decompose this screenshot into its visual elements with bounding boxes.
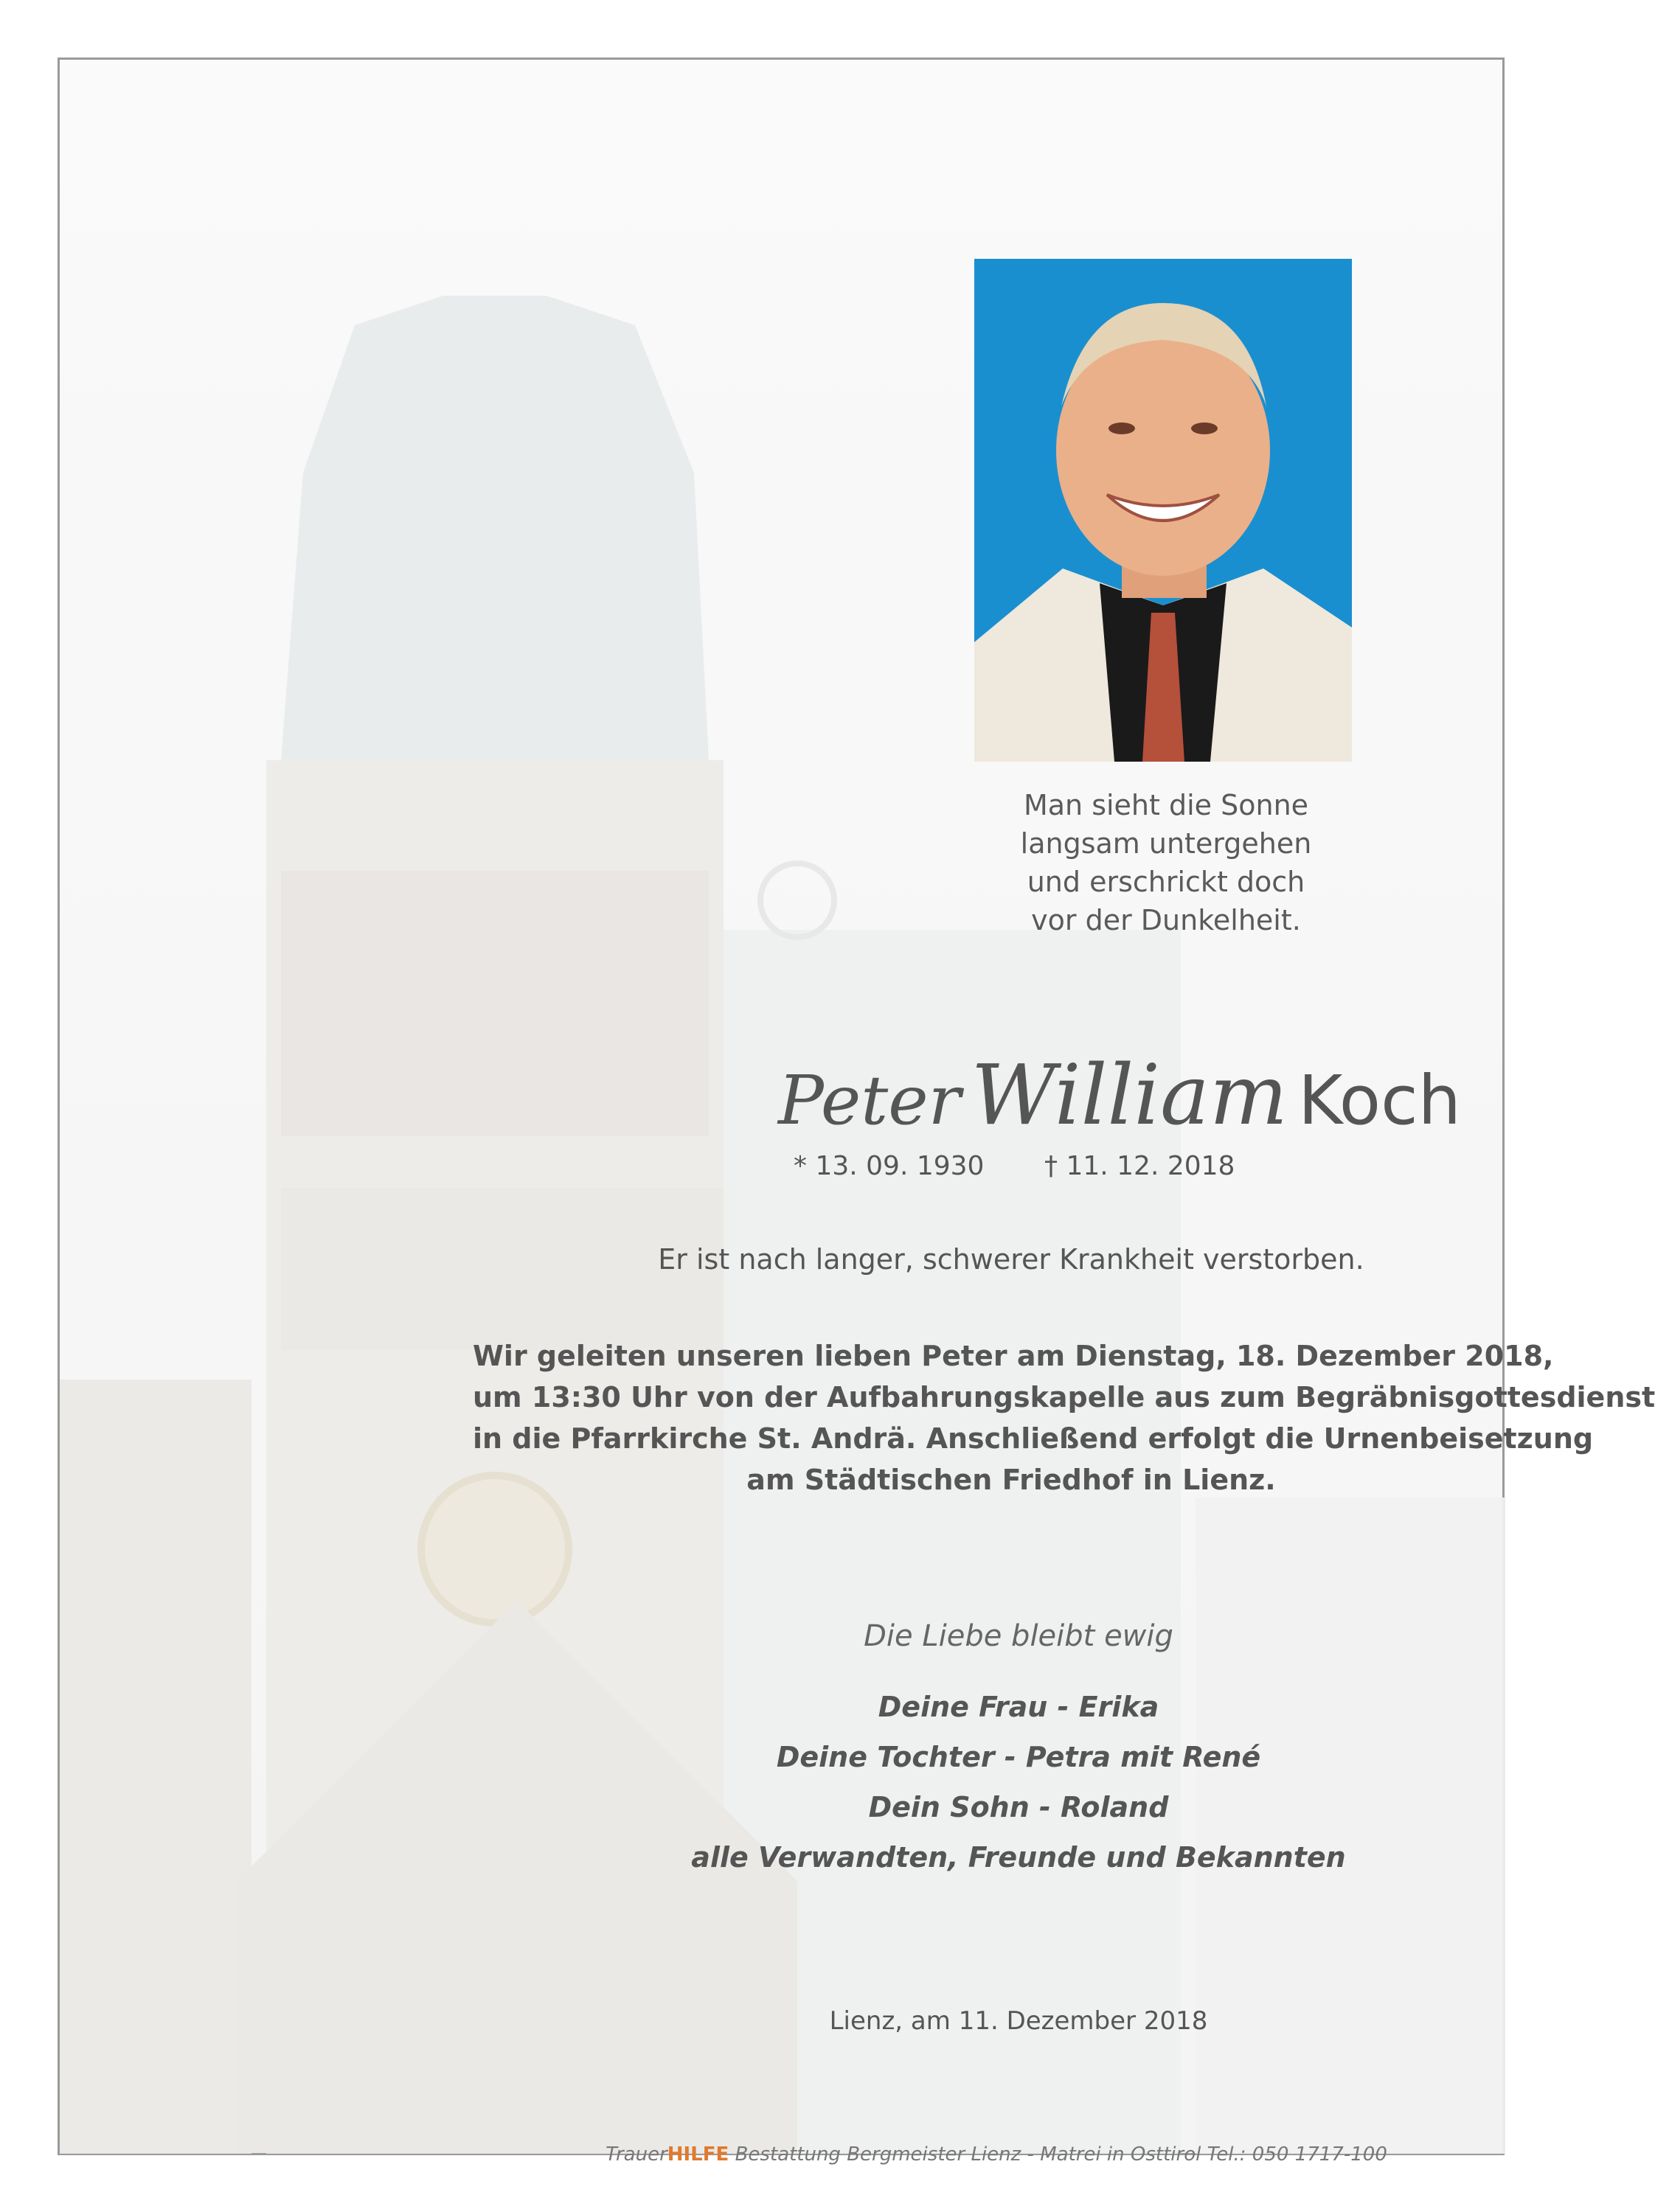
last-name: Koch xyxy=(1298,1061,1461,1140)
footer-prefix: Trauer xyxy=(606,2143,667,2166)
obituary-frame xyxy=(58,58,1655,2166)
poem xyxy=(930,786,1402,939)
mourner-line: Deine Tochter - Petra mit René xyxy=(776,1741,1261,1773)
deceased-name xyxy=(576,1048,1461,1144)
funeral-line: um 13:30 Uhr von der Aufbahrungskapelle aus zum Begräbnisgottesdienst xyxy=(473,1381,1655,1413)
portrait-photo xyxy=(974,259,1352,762)
death-date: † 11. 12. 2018 xyxy=(1044,1151,1235,1181)
footer-text: Bestattung Bergmeister Lienz - Matrei in Osttirol Tel.: 050 1717-100 xyxy=(729,2143,1387,2166)
middle-name: William xyxy=(971,1048,1288,1144)
mourner-line: Deine Frau - Erika xyxy=(878,1691,1159,1723)
poem-line: und erschrickt doch xyxy=(1027,866,1305,898)
funeral-line: am Städtischen Friedhof in Lienz. xyxy=(746,1464,1276,1496)
poem-line: langsam untergehen xyxy=(1020,827,1312,860)
mourner-line: alle Verwandten, Freunde und Bekannten xyxy=(691,1841,1346,1874)
love-line: Die Liebe bleibt ewig xyxy=(864,1619,1173,1653)
mourners-list xyxy=(606,1682,1432,1882)
poem-line: vor der Dunkelheit. xyxy=(1031,904,1301,936)
funeral-details xyxy=(473,1335,1655,1500)
footer-highlight: HILFE xyxy=(667,2143,729,2166)
death-sentence: Er ist nach langer, schwerer Krankheit verstorben. xyxy=(658,1243,1364,1276)
funeral-line: in die Pfarrkirche St. Andrä. Anschließend erfolgt die Urnenbeisetzung xyxy=(473,1422,1594,1455)
birth-date: * 13. 09. 1930 xyxy=(794,1151,985,1181)
footer-credit xyxy=(517,2143,1476,2166)
place-and-date: Lienz, am 11. Dezember 2018 xyxy=(829,2006,1208,2036)
mourner-line: Dein Sohn - Roland xyxy=(868,1791,1169,1823)
poem-line: Man sieht die Sonne xyxy=(1023,789,1309,821)
funeral-line: Wir geleiten unseren lieben Peter am Dienstag, 18. Dezember 2018, xyxy=(473,1340,1554,1372)
first-name: Peter xyxy=(778,1061,961,1140)
